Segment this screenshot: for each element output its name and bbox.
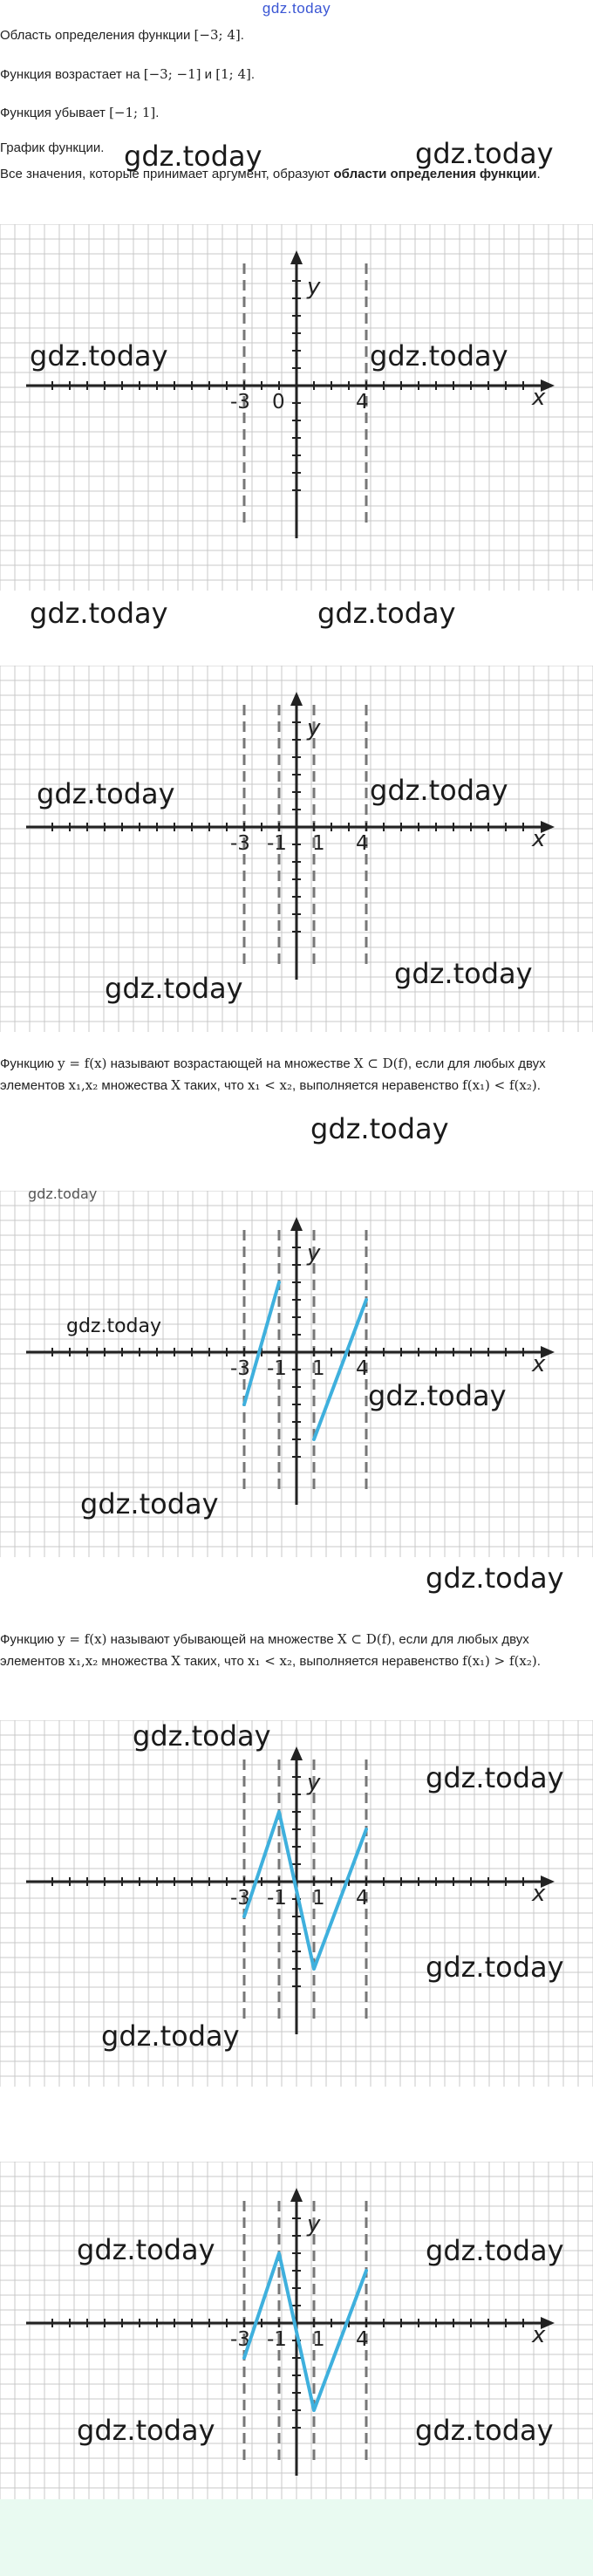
tick-label: -1: [267, 832, 287, 855]
footer-band: [0, 2499, 593, 2576]
y-arrow-icon: [290, 1217, 303, 1231]
watermark-logo: gdz.today: [426, 1561, 564, 1595]
function-curve: [244, 2253, 366, 2410]
graph-label: График функции.: [0, 140, 105, 155]
def-inc-m4: X: [171, 1077, 181, 1093]
y-arrow-icon: [290, 2188, 303, 2202]
def-inc-t6: , выполняется неравенство: [292, 1078, 463, 1093]
def-dec-t5: таких, что: [180, 1654, 248, 1669]
site-title[interactable]: gdz.today: [262, 0, 331, 17]
y-axis-label: y: [307, 1770, 321, 1796]
domain-interval: [−3; 4]: [194, 27, 241, 43]
def-increasing-paragraph: [0, 1053, 586, 1097]
def-inc-m3: x₁,x₂: [68, 1077, 99, 1093]
domain-end: .: [240, 28, 244, 43]
all-values-bold: области определения функции: [333, 167, 537, 181]
tick-label: -3: [230, 1357, 250, 1380]
tick-label: -1: [267, 1887, 287, 1910]
domain-sentence: [0, 24, 586, 46]
tick-label: -3: [230, 832, 250, 855]
decreasing-text: Функция убывает: [0, 106, 110, 120]
decreasing-end: .: [155, 106, 160, 120]
x-axis-label: x: [532, 1881, 546, 1907]
watermark-logo: gdz.today: [30, 597, 168, 630]
watermark-logo: gdz.today: [80, 1487, 219, 1520]
def-decreasing-paragraph: [0, 1629, 586, 1672]
tick-label: 0: [272, 391, 285, 413]
watermark-logo: gdz.today: [310, 1112, 449, 1145]
x-axis-label: x: [532, 826, 546, 852]
def-dec-m2: X ⊂ D(f): [337, 1631, 392, 1647]
watermark-logo: gdz.today: [124, 140, 262, 173]
def-dec-t6: , выполняется неравенство: [292, 1654, 463, 1669]
watermark-logo: gdz.today: [101, 2019, 240, 2053]
increasing-conj: и: [201, 67, 216, 82]
increasing-interval-1: [−3; −1]: [143, 66, 201, 82]
x-axis-label: x: [532, 2322, 546, 2348]
tick-label: 1: [312, 1357, 325, 1380]
y-axis-label: y: [307, 715, 321, 741]
decreasing-interval: [−1; 1]: [109, 105, 156, 120]
graph-1: [0, 224, 593, 591]
watermark-logo: gdz.today: [66, 1315, 162, 1337]
x-axis-label: x: [532, 385, 546, 411]
watermark-logo: gdz.today: [426, 2234, 564, 2267]
all-values-text: Все значения, которые принимает аргумент, образуют: [0, 167, 334, 181]
def-dec-t1: Функцию: [0, 1632, 58, 1647]
def-dec-t2: называют убывающей на множестве: [106, 1632, 337, 1647]
def-inc-m5: x₁ < x₂: [247, 1077, 293, 1093]
def-dec-t4: множества: [98, 1654, 172, 1669]
increasing-sentence: [0, 64, 586, 85]
all-values-end: .: [536, 167, 541, 181]
tick-label: -1: [267, 2328, 287, 2351]
watermark-logo: gdz.today: [426, 1761, 564, 1794]
tick-label: -3: [230, 391, 250, 413]
watermark-logo: gdz.today: [37, 777, 175, 810]
tick-label: 4: [356, 391, 369, 413]
def-inc-t1: Функцию: [0, 1056, 58, 1071]
def-dec-t3: , если для любых двух элементов: [0, 1632, 529, 1669]
watermark-logo: gdz.today: [394, 957, 533, 990]
watermark-logo: gdz.today: [368, 1379, 507, 1412]
def-inc-t2: называют возрастающей на множестве: [106, 1056, 354, 1071]
decreasing-sentence: [0, 102, 586, 124]
tick-label: 4: [356, 2328, 369, 2351]
x-axis-label: x: [532, 1351, 546, 1377]
def-inc-t4: множества: [98, 1078, 172, 1093]
watermark-logo: gdz.today: [415, 137, 554, 170]
def-inc-m2: X ⊂ D(f): [353, 1056, 408, 1071]
tick-label: 4: [356, 1887, 369, 1910]
function-curve: [244, 1282, 279, 1404]
watermark-logo: gdz.today: [77, 2233, 215, 2266]
tick-label: 4: [356, 832, 369, 855]
watermark-logo: gdz.today: [77, 2414, 215, 2447]
def-dec-t7: .: [536, 1654, 541, 1669]
y-arrow-icon: [290, 250, 303, 264]
tick-label: -3: [230, 2328, 250, 2351]
def-dec-m6: f(x₁) > f(x₂): [462, 1653, 537, 1669]
y-arrow-icon: [290, 1746, 303, 1760]
watermark-logo: gdz.today: [28, 1186, 98, 1202]
graph-1-svg: [0, 224, 593, 591]
def-dec-m5: x₁ < x₂: [247, 1653, 293, 1669]
watermark-logo: gdz.today: [415, 2414, 554, 2447]
tick-label: 4: [356, 1357, 369, 1380]
graph-5: [0, 2162, 593, 2528]
def-inc-t3: , если для любых двух элементов: [0, 1056, 546, 1093]
tick-label: -1: [267, 1357, 287, 1380]
domain-text: Область определения функции: [0, 28, 194, 43]
tick-label: 1: [312, 1887, 325, 1910]
y-axis-label: y: [307, 1240, 321, 1267]
y-arrow-icon: [290, 692, 303, 706]
y-axis-label: y: [307, 2211, 321, 2238]
def-dec-m3: x₁,x₂: [68, 1653, 99, 1669]
def-dec-m1: y = f(x): [58, 1631, 107, 1647]
watermark-logo: gdz.today: [105, 972, 243, 1005]
increasing-text: Функция возрастает на: [0, 67, 144, 82]
def-inc-t7: .: [536, 1078, 541, 1093]
watermark-logo: gdz.today: [370, 339, 508, 372]
tick-label: 1: [312, 2328, 325, 2351]
watermark-logo: gdz.today: [30, 339, 168, 372]
tick-label: 1: [312, 832, 325, 855]
watermark-logo: gdz.today: [133, 1719, 271, 1753]
def-inc-m6: f(x₁) < f(x₂): [462, 1077, 537, 1093]
graph-5-svg: [0, 2162, 593, 2528]
increasing-interval-2: [1; 4]: [215, 66, 251, 82]
function-curve: [244, 1812, 366, 1969]
y-axis-label: y: [307, 274, 321, 300]
increasing-end: .: [250, 67, 256, 82]
tick-label: -3: [230, 1887, 250, 1910]
watermark-logo: gdz.today: [317, 597, 456, 630]
def-dec-m4: X: [171, 1653, 181, 1669]
def-inc-m1: y = f(x): [58, 1056, 107, 1071]
def-inc-t5: таких, что: [180, 1078, 248, 1093]
watermark-logo: gdz.today: [370, 774, 508, 807]
watermark-logo: gdz.today: [426, 1951, 564, 1984]
